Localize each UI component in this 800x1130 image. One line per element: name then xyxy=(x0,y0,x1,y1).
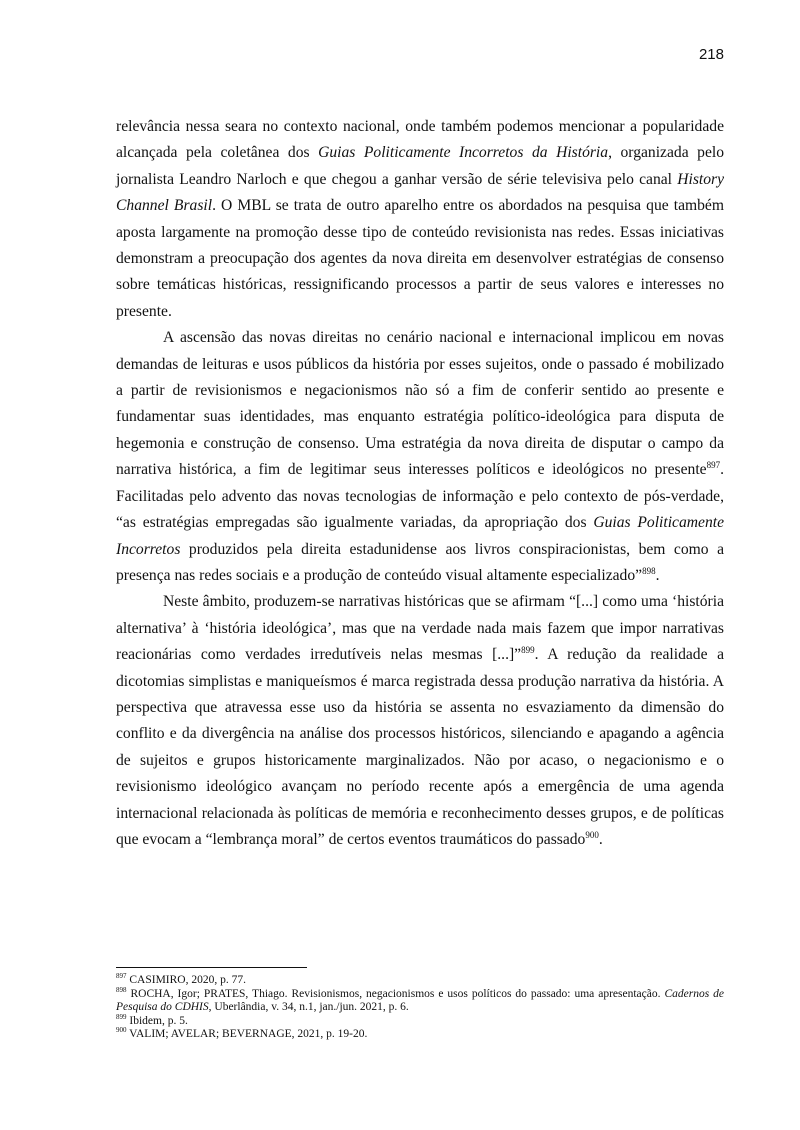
paragraph-1-text-c: . O MBL se trata de outro aparelho entre os abordados na pesquisa que também aposta largamente na promoção desse tipo de conteúdo revisionista nas redes. Essas iniciativas demonstram a preocupação dos agentes da nova direita em desenvolver estratégias de consenso sobre temáticas históricas, ressignificando processos a partir de seus valores e interesses no presente. xyxy=(116,197,724,320)
paragraph-3-text-c: . xyxy=(598,830,603,848)
footnote-ref-900: 900 xyxy=(585,829,599,840)
paragraph-2-text-c: produzidos pela direita estadunidense aos livros conspiracionistas, bem como a presença nas redes sociais e a produção de conteúdo visual altamente especializado” xyxy=(116,540,724,584)
footnote-text: ROCHA, Igor; PRATES, Thiago. Revisionismos, negacionismos e usos políticos do passado: uma apresentação. xyxy=(126,987,665,1000)
paragraph-1 xyxy=(116,114,724,325)
paragraph-3 xyxy=(116,589,724,853)
footnote-ref-898: 898 xyxy=(642,565,656,576)
paragraph-3-text-a: Neste âmbito, produzem-se narrativas históricas que se afirmam “[...] como uma ‘história alternativa’ à ‘história ideológica’, mas que na verdade nada mais fazem que impor narrativas reacionárias como verdades irredutíveis nelas mesmas [...]” xyxy=(116,593,724,664)
paragraph-2-text-b: . Facilitadas pelo advento das novas tecnologias de informação e pelo contexto de pós-verdade, “as estratégias empregadas são igualmente variadas, da apropriação dos xyxy=(116,461,724,532)
journal-title: Cadernos de Pesquisa do CDHIS xyxy=(116,987,724,1013)
paragraph-2 xyxy=(116,325,724,589)
paragraph-3-text-b: . A redução da realidade a dicotomias simplistas e maniqueísmos é marca registrada dessa produção narrativa da história. A perspectiva que atravessa esse uso da história se assenta no esvaziamento da dimensão do conflito e da divergência na análise dos processos históricos, silenciando e apagando a agência de sujeitos e grupos historicamente marginalizados. Não por acaso, o negacionismo e o revisionismo ideológico avançam no período recente após a emergência de uma agenda internacional relacionada às políticas de memória e reconhecimento desses grupos, e de políticas que evocam a “lembrança moral” de certos eventos traumáticos do passado xyxy=(116,646,724,848)
footnote-897 xyxy=(116,974,724,988)
footnote-separator xyxy=(116,967,307,968)
footnote-ref-897: 897 xyxy=(706,460,721,471)
footnote-number: 897 xyxy=(116,972,127,981)
channel-name: History Channel Brasil xyxy=(116,170,724,215)
paragraph-1-text-a: relevância nessa seara no contexto nacional, onde também podemos mencionar a popularidade alcançada pela coletânea dos xyxy=(116,118,724,162)
paragraph-2-text-a: A ascensão das novas direitas no cenário nacional e internacional implicou em novas demandas de leituras e usos públicos da história por esses sujeitos, onde o passado é mobilizado a partir de revisionismos e negacionismos não só a fim de conferir sentido ao presente e fundamentar suas identidades, mas enquanto estratégia político-ideológica para disputa de hegemonia e construção de consenso. Uma estratégia da nova direita de disputar o campo da narrativa histórica, a fim de legitimar seus interesses políticos e ideológicos no presente xyxy=(116,329,724,479)
footnote-899 xyxy=(116,1012,724,1029)
book-title-guias: Guias Politicamente Incorretos da História xyxy=(318,144,609,162)
footnotes xyxy=(116,974,724,1042)
footnote-898 xyxy=(116,985,724,1015)
paragraph-2-text-d: . xyxy=(655,566,660,584)
footnote-text-tail: , Uberlândia, v. 34, n.1, jan./jun. 2021, p. 6. xyxy=(208,1001,409,1013)
footnote-ref-899: 899 xyxy=(521,644,535,655)
page-number: 218 xyxy=(698,46,724,63)
footnote-number: 899 xyxy=(116,1012,127,1021)
footnote-text: VALIM; AVELAR; BEVERNAGE, 2021, p. 19-20. xyxy=(126,1028,368,1040)
footnote-900 xyxy=(116,1028,724,1042)
body-text xyxy=(116,114,724,853)
footnote-number: 898 xyxy=(116,985,127,994)
book-title-guias-short: Guias Politicamente Incorretos xyxy=(116,514,724,558)
paragraph-1-text-b: , organizada pelo jornalista Leandro Narloch e que chegou a ganhar versão de série televisiva pelo canal xyxy=(116,144,724,188)
footnote-text: Ibidem, p. 5. xyxy=(126,1014,188,1027)
footnote-text: CASIMIRO, 2020, p. 77. xyxy=(126,974,246,986)
footnote-number: 900 xyxy=(116,1026,127,1035)
